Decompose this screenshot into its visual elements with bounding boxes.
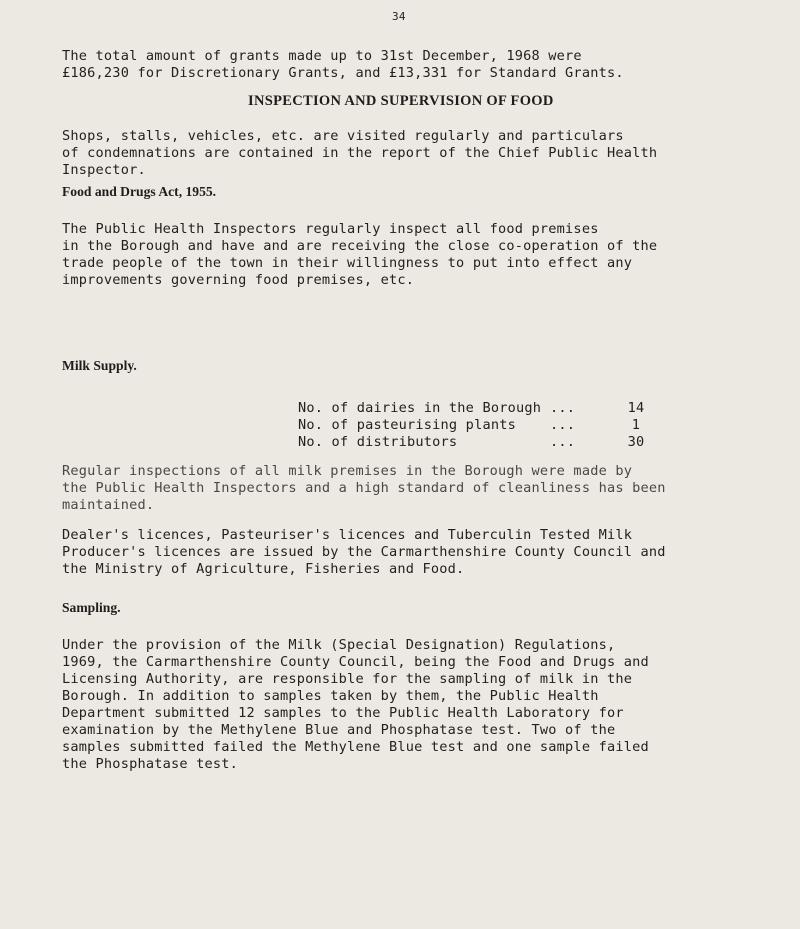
licences-line-2: Producer's licences are issued by the Carmarthenshire County Council and [62,544,666,560]
food-premises-line-1: The Public Health Inspectors regularly inspect all food premises [62,221,599,237]
page-number: 34 [392,10,406,23]
milk-inspections-line-2: the Public Health Inspectors and a high standard of cleanliness has been [62,480,666,496]
milk-supply-label: No. of dairies in the Borough [298,400,542,416]
leader-dots: ... [550,417,576,433]
food-premises-line-2: in the Borough and have and are receiving the close co-operation of the [62,238,658,254]
shops-paragraph [62,128,657,179]
sampling-line-8: the Phosphatase test. [62,756,239,772]
shops-line-3: Inspector. [62,162,146,178]
sampling-line-6: examination by the Methylene Blue and Phosphatase test. Two of the [62,722,616,738]
leader-dots: ... [550,400,576,416]
sampling-line-3: Licensing Authority, are responsible for the sampling of milk in the [62,671,633,687]
milk-supply-label: No. of distributors [298,434,458,450]
grants-line-2: £186,230 for Discretionary Grants, and £13,331 for Standard Grants. [62,65,624,81]
milk-inspections-line-3: maintained. [62,497,155,513]
shops-line-2: of condemnations are contained in the report of the Chief Public Health [62,145,658,161]
milk-supply-value: 30 [627,434,645,450]
grants-paragraph [62,48,624,82]
milk-supply-value: 14 [627,400,645,416]
food-drugs-heading: Food and Drugs Act, 1955. [62,184,217,199]
food-premises-line-3: trade people of the town in their willingness to put into effect any [62,255,633,271]
sampling-paragraph [62,637,649,773]
milk-supply-label: No. of pasteurising plants [298,417,516,433]
sampling-line-1: Under the provision of the Milk (Special Designation) Regulations, [62,637,616,653]
leader-dots: ... [550,434,576,450]
grants-line-1: The total amount of grants made up to 31st December, 1968 were [62,48,582,64]
sampling-line-7: samples submitted failed the Methylene Blue test and one sample failed [62,739,649,755]
milk-supply-value: 1 [631,417,641,433]
inspection-heading: INSPECTION AND SUPERVISION OF FOOD [248,93,554,109]
food-premises-line-4: improvements governing food premises, etc. [62,272,415,288]
sampling-line-2: 1969, the Carmarthenshire County Council, being the Food and Drugs and [62,654,649,670]
licences-paragraph [62,527,666,578]
sampling-line-5: Department submitted 12 samples to the Public Health Laboratory for [62,705,624,721]
sampling-line-4: Borough. In addition to samples taken by them, the Public Health [62,688,599,704]
licences-line-3: the Ministry of Agriculture, Fisheries and Food. [62,561,465,577]
sampling-heading: Sampling. [62,600,121,615]
licences-line-1: Dealer's licences, Pasteuriser's licences and Tuberculin Tested Milk [62,527,633,543]
milk-inspections-line-1: Regular inspections of all milk premises in the Borough were made by [62,463,633,479]
food-premises-paragraph [62,221,657,289]
milk-supply-heading: Milk Supply. [62,358,137,373]
shops-line-1: Shops, stalls, vehicles, etc. are visited regularly and particulars [62,128,624,144]
milk-inspections-paragraph [62,463,666,514]
